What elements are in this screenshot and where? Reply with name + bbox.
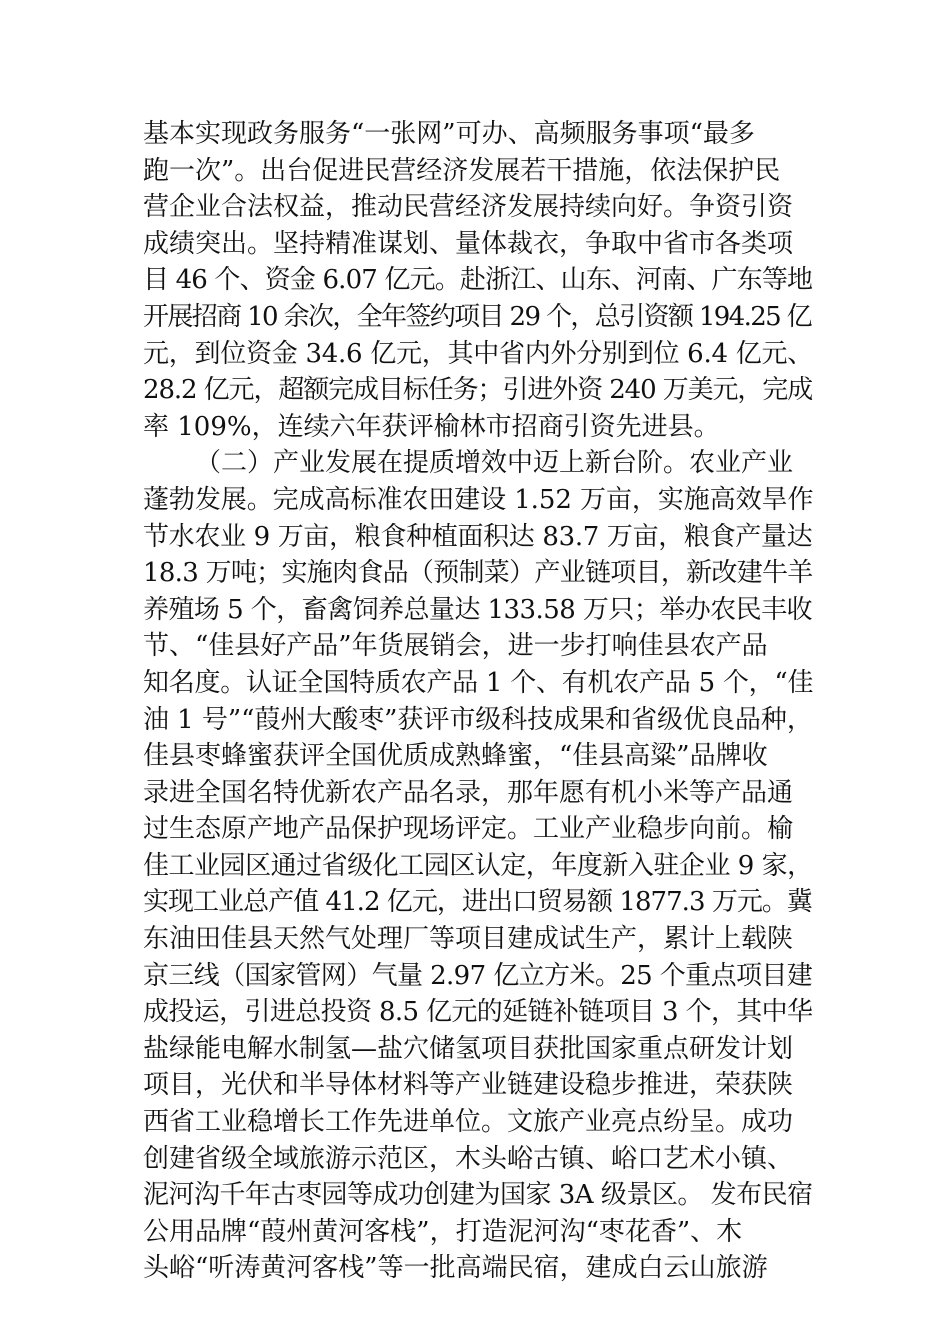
- text-line: 跑一次”。出台促进民营经济发展若干措施，依法保护民: [143, 155, 781, 186]
- text-line: 蓬勃发展。完成高标准农田建设 1.52 万亩，实施高效旱作: [143, 484, 814, 515]
- text-line: 头峪“听涛黄河客栈”等一批高端民宿，建成白云山旅游: [143, 1253, 768, 1284]
- text-line: 目 46 个、资金 6.07 亿元。赴浙江、山东、河南、广东等地: [143, 265, 813, 296]
- text-line: 率 109%，连续六年获评榆林市招商引资先进县。: [143, 411, 720, 442]
- text-line: 知名度。认证全国特质农产品 1 个、有机农产品 5 个，“佳: [143, 667, 814, 698]
- text-line: 西省工业稳增长工作先进单位。文旅产业亮点纷呈。成功: [143, 1107, 794, 1138]
- text-line: （二）产业发展在提质增效中迈上新台阶。农业产业: [195, 448, 794, 479]
- text-line: 实现工业总产值 41.2 亿元，进出口贸易额 1877.3 万元。冀: [143, 887, 812, 918]
- text-line: 公用品牌“葭州黄河客栈”，打造泥河沟“枣花香”、木: [143, 1216, 743, 1247]
- text-line: 营企业合法权益，推动民营经济发展持续向好。争资引资: [143, 192, 794, 223]
- text-line: 录进全国名特优新农产品名录，那年愿有机小米等产品通: [143, 777, 794, 808]
- text-line: 节、“佳县好产品”年货展销会，进一步打响佳县农产品: [143, 631, 768, 662]
- body-text: [143, 116, 813, 1287]
- text-line: 油 1 号”“葭州大酸枣”获评市级科技成果和省级优良品种，: [143, 704, 813, 735]
- text-line: 京三线（国家管网）气量 2.97 亿立方米。25 个重点项目建: [143, 960, 813, 991]
- text-line: 项目，光伏和半导体材料等产业链建设稳步推进，荣获陕: [143, 1070, 794, 1101]
- text-line: 开展招商 10 余次，全年签约项目 29 个，总引资额 194.25 亿: [143, 301, 812, 332]
- text-line: 过生态原产地产品保护现场评定。工业产业稳步向前。榆: [143, 814, 794, 845]
- text-line: 18.3 万吨；实施肉食品（预制菜）产业链项目，新改建牛羊: [143, 558, 813, 589]
- text-line: 养殖场 5 个，畜禽饲养总量达 133.58 万只；举办农民丰收: [143, 594, 812, 625]
- text-line: 盐绿能电解水制氢—盐穴储氢项目获批国家重点研发计划: [143, 1033, 794, 1064]
- text-line: 28.2 亿元，超额完成目标任务；引进外资 240 万美元，完成: [143, 375, 813, 406]
- text-line: 成投运，引进总投资 8.5 亿元的延链补链项目 3 个，其中华: [143, 997, 813, 1028]
- text-line: 节水农业 9 万亩，粮食种植面积达 83.7 万亩，粮食产量达: [143, 521, 813, 552]
- text-line: 元，到位资金 34.6 亿元，其中省内外分别到位 6.4 亿元、: [143, 338, 813, 369]
- text-line: 东油田佳县天然气处理厂等项目建成试生产，累计上载陕: [143, 924, 794, 955]
- text-line: 泥河沟千年古枣园等成功创建为国家 3A 级景区。 发布民宿: [143, 1180, 813, 1211]
- text-line: 创建省级全域旅游示范区，木头峪古镇、峪口艺术小镇、: [143, 1143, 794, 1174]
- text-line: 佳工业园区通过省级化工园区认定，年度新入驻企业 9 家，: [143, 850, 813, 881]
- text-line: 基本实现政务服务“一张网”可办、高频服务事项“最多: [143, 119, 755, 149]
- text-line: 佳县枣蜂蜜获评全国优质成熟蜂蜜，“佳县高粱”品牌收: [143, 741, 768, 772]
- text-line: 成绩突出。坚持精准谋划、量体裁衣，争取中省市各类项: [143, 228, 794, 259]
